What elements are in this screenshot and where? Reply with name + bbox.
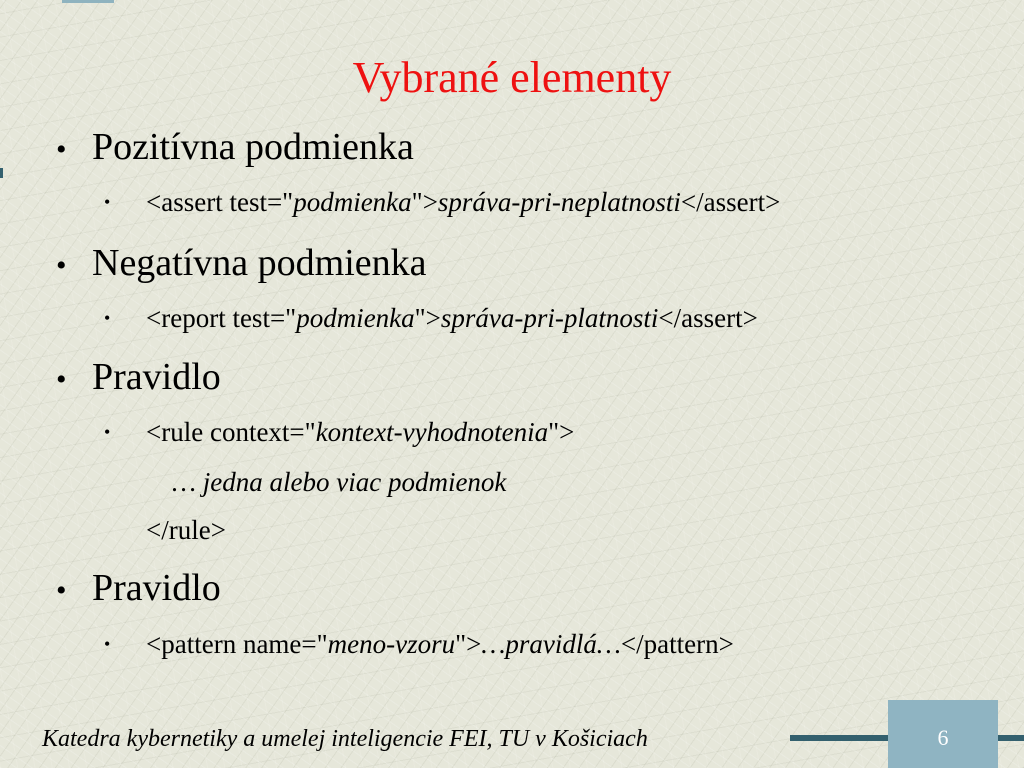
- bullet-positive-condition: [56, 125, 414, 172]
- bullet-icon: •: [56, 574, 67, 607]
- bullet-heading: Negatívna podmienka: [92, 242, 427, 284]
- code-quote-close: ">: [414, 303, 441, 333]
- bullet-icon: •: [56, 249, 67, 282]
- bullet-negative-condition: [56, 241, 427, 288]
- sub-bullet-icon: •: [104, 192, 111, 212]
- bullet-icon: •: [56, 133, 67, 166]
- footer-department: Katedra kybernetiky a umelej inteligencie FEI, TU v Košiciach: [42, 726, 648, 752]
- code-open: <report test=": [146, 303, 297, 333]
- slide-title: Vybrané elementy: [352, 53, 672, 102]
- code-param: podmienka: [293, 187, 412, 217]
- code-message: správa-pri-platnosti: [440, 303, 659, 333]
- code-quote-close: ">: [548, 417, 575, 447]
- sub-bullet-icon: •: [104, 308, 111, 328]
- sub-bullet-assert: [104, 186, 780, 218]
- rule-inner-text: … jedna alebo viac podmienok: [172, 467, 507, 497]
- code-message: správa-pri-neplatnosti: [437, 187, 681, 217]
- code-param: meno-vzoru: [327, 629, 456, 659]
- code-message: …pravidlá…: [481, 629, 621, 659]
- code-close: </assert>: [658, 303, 758, 333]
- corner-accent-bar: [62, 0, 114, 3]
- code-open: <pattern name=": [146, 629, 328, 659]
- code-quote-close: ">: [411, 187, 438, 217]
- bullet-rule: [56, 355, 221, 402]
- bullet-heading: Pravidlo: [92, 567, 221, 609]
- sub-bullet-rule: [104, 416, 574, 448]
- code-open: <assert test=": [146, 187, 294, 217]
- sub-bullet-icon: •: [104, 634, 111, 654]
- bullet-icon: •: [56, 363, 67, 396]
- code-close: </assert>: [680, 187, 781, 217]
- sub-bullet-pattern: [104, 628, 734, 660]
- code-quote-close: ">: [455, 629, 482, 659]
- edge-accent-mark: [0, 168, 3, 178]
- page-number: 6: [937, 725, 949, 750]
- bullet-heading: Pravidlo: [92, 356, 221, 398]
- rule-close-tag: </rule>: [146, 515, 226, 545]
- bullet-pattern: [56, 566, 221, 613]
- code-param: podmienka: [296, 303, 415, 333]
- sub-bullet-report: [104, 302, 758, 334]
- sub-bullet-icon: •: [104, 422, 111, 442]
- code-close: </pattern>: [620, 629, 734, 659]
- bullet-heading: Pozitívna podmienka: [92, 126, 414, 168]
- code-param: kontext-vyhodnotenia: [315, 417, 549, 447]
- code-open: <rule context=": [146, 417, 316, 447]
